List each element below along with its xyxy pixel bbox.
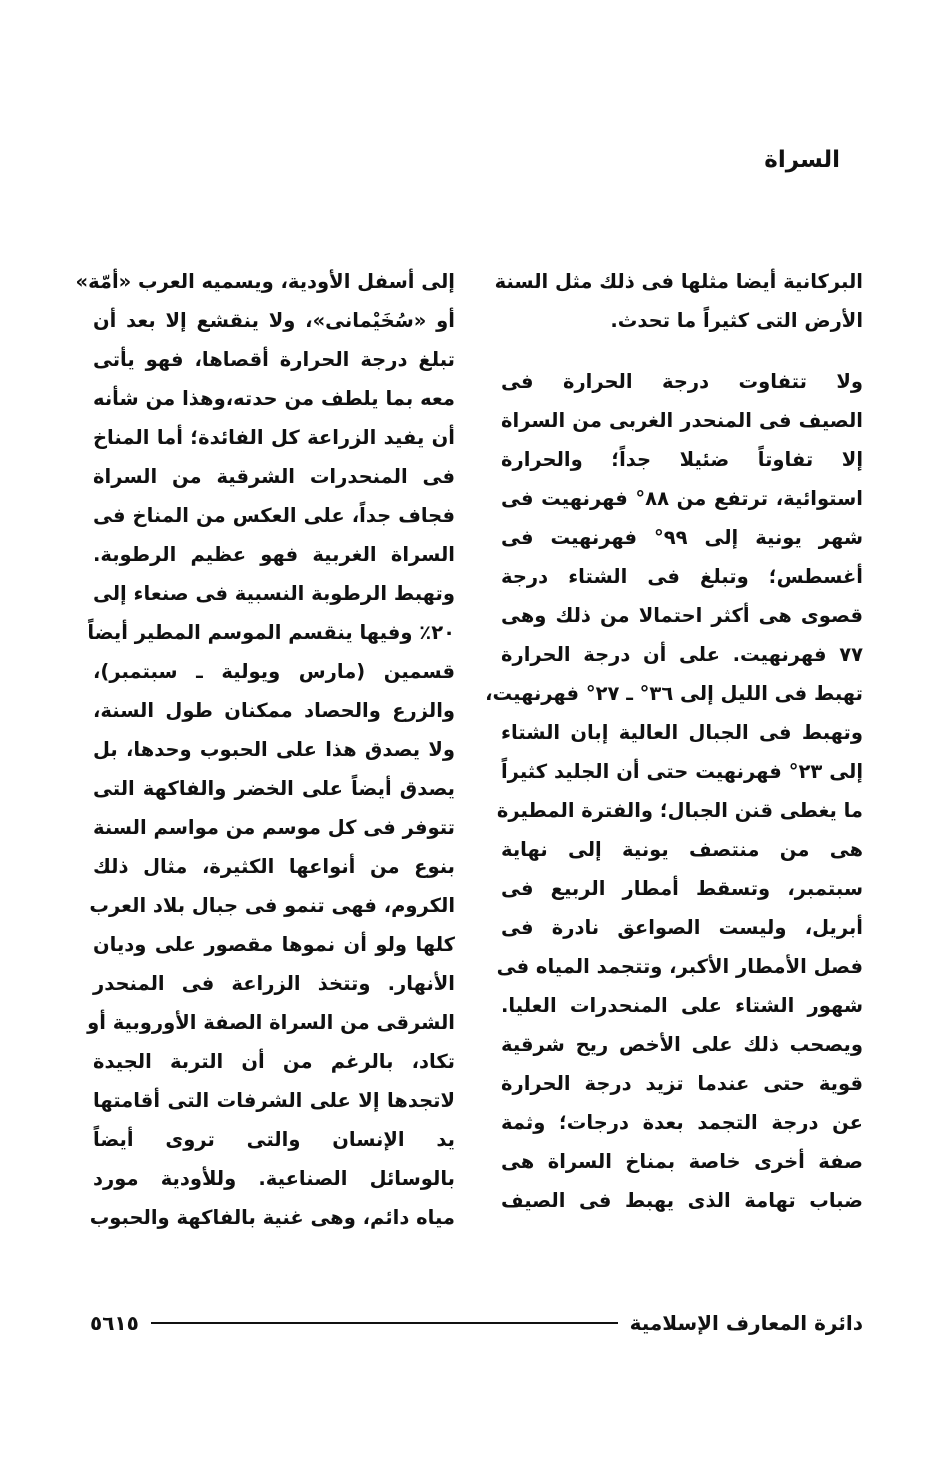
text-line: سبتمبر، وتسقط أمطار الربيع فى <box>501 877 863 900</box>
text-line: إلى أسفل الأودية، ويسميه العرب «أمّة» <box>75 270 455 293</box>
text-line: شهر يونية إلى ٩٩° فهرنهيت فى <box>501 526 863 549</box>
text-line: الأرض التى كثيراً ما تحدث. <box>610 309 863 332</box>
text-line: يد الإنسان والتى تروى أيضاً <box>93 1128 455 1151</box>
text-line: معه بما يلطف من حدته،وهذا من شأنه <box>93 387 455 410</box>
text-line: أغسطس؛ وتبلغ فى الشتاء درجة <box>501 565 863 588</box>
text-line: الكروم، فهى تنمو فى جبال بلاد العرب <box>89 894 455 917</box>
text-line: بنوع من أنواعها الكثيرة، مثال ذلك <box>93 855 455 878</box>
text-line: قوية حتى عندما تزيد درجة الحرارة <box>501 1072 863 1095</box>
paragraph-gap <box>501 340 863 362</box>
text-line: ٧٧ فهرنهيت. على أن درجة الحرارة <box>501 643 863 666</box>
text-line: أن يفيد الزراعة كل الفائدة؛ أما المناخ <box>93 426 455 449</box>
text-line: تكاد، بالرغم من أن التربة الجيدة <box>93 1050 455 1073</box>
text-line: كلها ولو أن نموها مقصور على وديان <box>93 933 455 956</box>
text-line: فصل الأمطار الأكبر، وتتجمد المياه فى <box>496 955 863 978</box>
text-line: قسمين (مارس ويولية ـ سبتمبر)، <box>93 660 455 683</box>
page-number: ٥٦١٥ <box>90 1311 139 1335</box>
text-line: وتهبط الرطوبة النسبية فى صنعاء إلى <box>93 582 455 605</box>
text-line: فجاف جداً، على العكس من المناخ فى <box>93 504 455 527</box>
text-line: إلا تفاوتاً ضئيلا جداً؛ والحرارة <box>501 448 863 471</box>
text-line: ٢٠٪ وفيها ينقسم الموسم المطير أيضاً <box>87 621 455 644</box>
text-line: إلى ٢٣° فهرنهيت حتى أن الجليد كثيراً <box>501 760 864 783</box>
text-line: مياه دائم، وهى غنية بالفاكهة والحبوب <box>89 1206 455 1229</box>
text-line: تتوفر فى كل موسم من مواسم السنة <box>93 816 455 839</box>
text-line: صفة أخرى خاصة بمناخ السراة هى <box>501 1150 863 1173</box>
left-column <box>75 262 455 1237</box>
text-line: الشرقى من السراة الصفة الأوروبية أو <box>87 1011 455 1034</box>
text-line: يصدق أيضاً على الخضر والفاكهة التى <box>93 777 455 800</box>
running-head: السراة <box>764 147 840 173</box>
footer-title: دائرة المعارف الإسلامية <box>629 1311 863 1335</box>
text-line: الصيف فى المنحدر الغربى من السراة <box>501 409 863 432</box>
text-line: وتهبط فى الجبال العالية إبان الشتاء <box>501 721 863 744</box>
text-line: شهور الشتاء على المنحدرات العليا. <box>501 994 863 1017</box>
text-line: السراة الغربية فهو عظيم الرطوبة. <box>93 543 455 566</box>
text-line: ضباب تهامة الذى يهبط فى الصيف <box>501 1189 863 1212</box>
text-line: عن درجة التجمد بعدة درجات؛ وثمة <box>501 1111 863 1134</box>
text-line: تبلغ درجة الحرارة أقصاها، فهو يأتى <box>93 348 455 371</box>
text-line: فى المنحدرات الشرقية من السراة <box>93 465 455 488</box>
text-line: ولا تتفاوت درجة الحرارة فى <box>501 370 863 393</box>
text-line: قصوى هى أكثر احتمالا من ذلك وهى <box>501 604 863 627</box>
text-line: بالوسائل الصناعية. وللأودية مورد <box>93 1167 455 1190</box>
text-line: أبريل، وليست الصواعق نادرة فى <box>501 916 863 939</box>
text-line: ما يغطى قنن الجبال؛ والفترة المطيرة <box>496 799 863 822</box>
text-line: البركانية أيضا مثلها فى ذلك مثل السنة <box>494 270 863 293</box>
right-column <box>485 262 864 1220</box>
text-line: الأنهار. وتتخذ الزراعة فى المنحدر <box>93 972 455 995</box>
text-line: ويصحب ذلك على الأخص ريح شرقية <box>501 1033 863 1056</box>
text-line: أو «سُخَيْمانى»، ولا ينقشع إلا بعد أن <box>93 309 455 332</box>
text-line: تهبط فى الليل إلى ٣٦° ـ ٢٧° فهرنهيت، <box>485 682 863 705</box>
text-line: ولا يصدق هذا على الحبوب وحدها، بل <box>93 738 455 761</box>
footer-rule <box>151 1322 618 1324</box>
text-line: استوائية، ترتفع من ٨٨° فهرنهيت فى <box>501 487 863 510</box>
text-line: لاتجدها إلا على الشرفات التى أقامتها <box>93 1089 455 1112</box>
text-line: هى من منتصف يونية إلى نهاية <box>501 838 863 861</box>
page-footer <box>90 1306 863 1340</box>
text-line: والزرع والحصاد ممكنان طول السنة، <box>93 699 455 722</box>
